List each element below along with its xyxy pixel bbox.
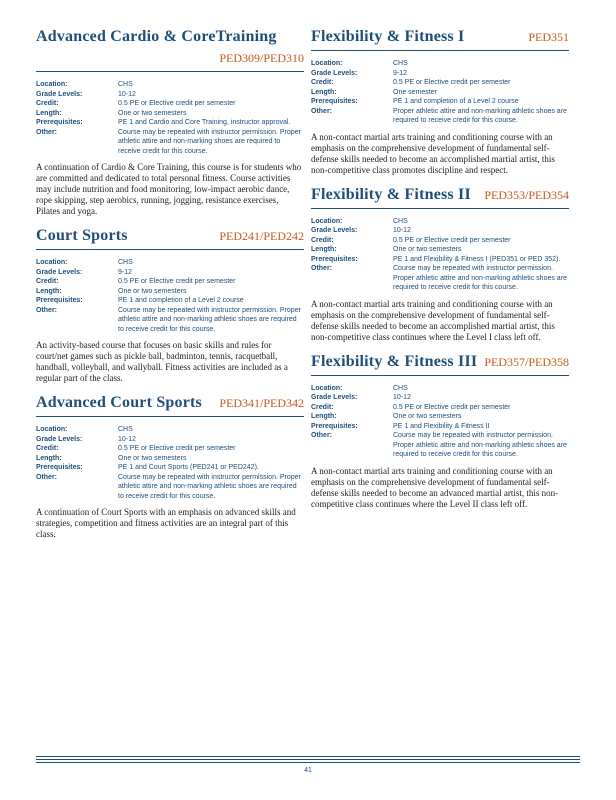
course-flexibility-fitness-3: [311, 353, 569, 510]
course-description: A non-contact martial arts training and conditioning course with an emphasis on the comprehensive development of fundamental self-defense skills needed to become an advanced martial artist, this non-competitive class continues where the Level II class left off.: [311, 465, 559, 509]
info-value: 9-12: [118, 268, 133, 276]
info-value: One or two semesters: [118, 454, 187, 462]
info-label: Length:: [311, 88, 337, 96]
info-value: CHS: [118, 426, 133, 433]
course-code: PED309/PED310: [219, 51, 304, 65]
course-description: An activity-based course that focuses on basic skills and rules for court/net games such as pickle ball, badminton, tennis, racquetball, handball, volleyball, and wallyball. Fitness activities are included as a regular part of the class.: [36, 340, 288, 383]
info-value: CHS: [118, 259, 133, 266]
left-column: [36, 28, 304, 550]
info-label: Location:: [36, 81, 68, 88]
info-label: Credit:: [311, 236, 334, 244]
info-label: Other:: [311, 265, 332, 272]
title-divider: [36, 416, 304, 417]
info-label: Prerequisites:: [311, 98, 358, 105]
info-label: Other:: [311, 107, 332, 115]
course-code: PED341/PED342: [219, 396, 304, 410]
course-code: PED351: [528, 30, 569, 44]
title-divider: [36, 71, 304, 72]
info-value: PE 1 and Flexibility & Fitness I (PED351 or PED 352).: [393, 255, 561, 263]
info-value: One or two semesters: [393, 246, 462, 253]
course-description: A non-contact martial arts training and conditioning course with an emphasis on the comprehensive development of fundamental self-defense skills needed to become an accomplished martial artist, this non-competitive class promotes discipline and respect.: [311, 131, 555, 175]
info-label: Length:: [36, 287, 62, 295]
info-value: PE 1 and Court Sports (PED241 or PED242).: [118, 464, 259, 471]
footer-rule: [36, 756, 580, 765]
course-advanced-cardio-core: [36, 28, 304, 217]
title-divider: [311, 375, 569, 376]
course-code: PED357/PED358: [484, 354, 569, 369]
course-court-sports: [36, 227, 304, 384]
course-flexibility-fitness-1: [311, 28, 569, 176]
info-value: One or two semesters: [393, 413, 462, 420]
info-label: Length:: [311, 246, 337, 253]
info-value: Course may be repeated with instructor permission. Proper athletic attire and non-marking athletic shoes are required to receive credit for this course.: [393, 265, 567, 291]
course-flexibility-fitness-2: [311, 186, 569, 343]
info-label: Credit:: [311, 79, 334, 86]
info-label: Other:: [36, 473, 57, 481]
info-value: Proper athletic attire and non-marking athletic shoes are required to receive credit for this course.: [393, 107, 567, 124]
course-title: Flexibility & Fitness III: [311, 352, 478, 370]
course-info-table: [36, 425, 304, 501]
info-value: CHS: [393, 60, 408, 67]
info-value: 0.5 PE or Elective credit per semester: [393, 79, 511, 86]
info-label: Length:: [36, 109, 62, 117]
info-label: Prerequisites:: [36, 297, 83, 304]
info-value: 10-12: [118, 90, 136, 98]
info-value: 0.5 PE or Elective credit per semester: [118, 278, 236, 285]
info-label: Grade Levels:: [311, 69, 358, 77]
course-title: Court Sports: [36, 227, 128, 244]
info-label: Location:: [311, 217, 343, 225]
course-description: A continuation of Cardio & Core Training, this course is for students who are committed and dedicated to total personal fitness. Course activities may include nutrition and food monitoring, low-impact aerobic dance, rope skipping, step aerobics, running, jogging, resistance exercises, Pilates and yoga.: [36, 162, 302, 216]
info-value: 10-12: [118, 435, 136, 443]
info-value: PE 1 and Cardio and Core Training, instructor approval.: [118, 119, 291, 126]
info-label: Grade Levels:: [36, 268, 83, 276]
info-label: Credit:: [36, 445, 59, 452]
info-value: 0.5 PE or Elective credit per semester: [118, 100, 236, 107]
info-value: CHS: [393, 217, 408, 225]
info-value: 10-12: [393, 227, 411, 234]
info-value: PE 1 and Flexibility & Fitness II: [393, 422, 490, 430]
info-value: One or two semesters: [118, 109, 187, 117]
info-label: Prerequisites:: [36, 119, 83, 126]
info-label: Location:: [311, 60, 343, 67]
title-divider: [311, 208, 569, 209]
course-code: PED241/PED242: [219, 229, 304, 243]
info-label: Prerequisites:: [311, 255, 358, 263]
course-info-table: [36, 80, 304, 156]
info-value: PE 1 and completion of a Level 2 course: [118, 297, 244, 304]
info-value: Course may be repeated with instructor permission. Proper athletic attire and non-marking athletic shoes are required to receive credit for this course.: [118, 473, 301, 500]
info-label: Credit:: [36, 100, 59, 107]
info-value: PE 1 and completion of a Level 2 course: [393, 98, 519, 105]
info-label: Grade Levels:: [311, 394, 358, 401]
course-title: Advanced Cardio & CoreTraining: [36, 28, 277, 45]
info-value: 0.5 PE or Elective credit per semester: [393, 236, 511, 244]
info-value: CHS: [118, 81, 133, 88]
info-label: Other:: [36, 306, 57, 314]
info-label: Grade Levels:: [36, 90, 83, 98]
course-description: A non-contact martial arts training and conditioning course with an emphasis on the comprehensive development of fundamental self-defense skills needed to become an accomplished martial artist, this non-competitive class continues where the Level I class left off.: [311, 298, 555, 342]
info-value: 9-12: [393, 69, 408, 77]
info-value: 10-12: [393, 394, 411, 401]
page-number: 41: [304, 767, 312, 774]
info-value: Course may be repeated with instructor permission. Proper athletic attire and non-marking shoes are required to receive credit for this course.: [118, 128, 301, 155]
info-value: Course may be repeated with instructor permission. Proper athletic attire and non-marking athletic shoes are required to receive credit for this course.: [118, 306, 301, 333]
course-info-table: [36, 258, 304, 334]
info-label: Other:: [311, 432, 332, 439]
info-label: Prerequisites:: [36, 464, 83, 471]
course-title: Flexibility & Fitness I: [311, 28, 465, 45]
info-label: Credit:: [311, 403, 334, 411]
info-value: Course may be repeated with instructor permission. Proper athletic attire and non-marking athletic shoes are required to receive credit for this course.: [393, 432, 567, 458]
course-description: A continuation of Court Sports with an emphasis on advanced skills and strategies, competition and fitness activities are an integral part of this class.: [36, 507, 296, 539]
info-label: Location:: [36, 259, 68, 266]
info-label: Grade Levels:: [311, 227, 358, 234]
course-info-table: [311, 59, 569, 126]
info-value: One semester: [393, 88, 437, 96]
right-column: [311, 28, 569, 520]
course-advanced-court-sports: [36, 394, 304, 540]
title-divider: [36, 249, 304, 250]
info-label: Credit:: [36, 278, 59, 285]
info-value: 0.5 PE or Elective credit per semester: [393, 403, 511, 411]
course-info-table: [311, 217, 569, 293]
course-title: Flexibility & Fitness II: [311, 185, 471, 203]
info-label: Grade Levels:: [36, 435, 83, 443]
course-code: PED353/PED354: [484, 187, 569, 202]
course-info-table: [311, 384, 569, 460]
info-value: CHS: [393, 384, 408, 392]
info-label: Other:: [36, 128, 57, 136]
course-title: Advanced Court Sports: [36, 394, 202, 411]
info-label: Length:: [311, 413, 337, 420]
info-label: Prerequisites:: [311, 422, 358, 430]
info-value: One or two semesters: [118, 287, 187, 295]
info-label: Location:: [36, 426, 68, 433]
info-label: Location:: [311, 384, 343, 392]
info-value: 0.5 PE or Elective credit per semester: [118, 445, 236, 452]
title-divider: [311, 50, 569, 51]
info-label: Length:: [36, 454, 62, 462]
